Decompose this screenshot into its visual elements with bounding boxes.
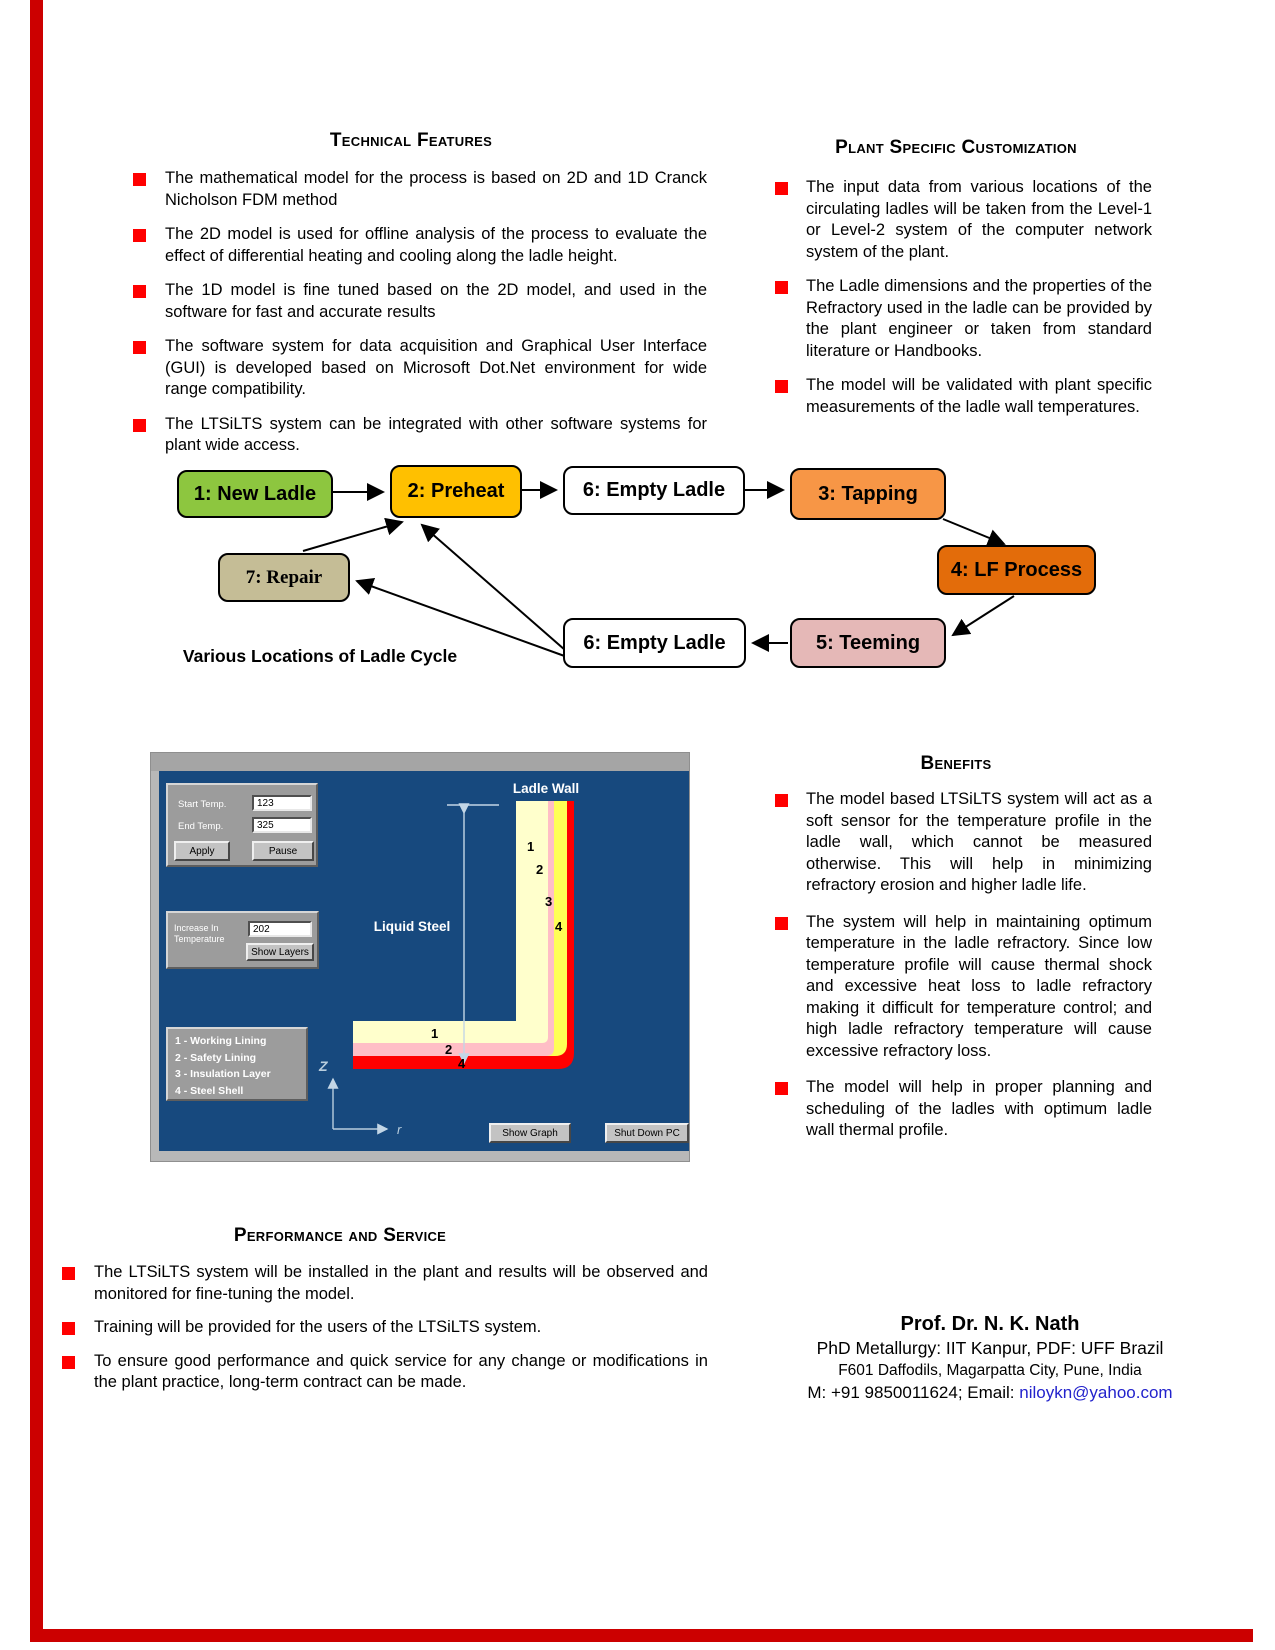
flow-node-preheat: 2: Preheat	[390, 465, 522, 518]
flow-node-tapping: 3: Tapping	[790, 468, 946, 520]
wall-layer-number-4: 4	[555, 919, 563, 934]
bullet-text: The LTSiLTS system will be installed in the plant and results will be observed and monitored for fine-tuning the model.	[94, 1263, 708, 1303]
end-temp-input[interactable]	[252, 817, 312, 833]
increase-temperature-panel	[166, 911, 319, 969]
legend-safety-lining: 2 - Safety Lining	[175, 1051, 257, 1064]
bullet-square-icon	[775, 380, 788, 393]
flow-node-empty-ladle-top: 6: Empty Ladle	[563, 466, 745, 515]
bullet-text: The 2D model is used for offline analysis of the process to evaluate the effect of differential heating and cooling along the ladle height.	[165, 225, 707, 265]
benefits-bullet	[760, 1077, 1152, 1142]
shut-down-pc-button[interactable]: Shut Down PC	[605, 1123, 689, 1143]
increase-temp-label: Increase In Temperature	[174, 923, 225, 944]
bullet-text: The 1D model is fine tuned based on the 2D model, and used in the software for fast and accurate results	[165, 281, 707, 321]
page-bottom-border	[30, 1629, 1253, 1642]
contact-qualification: PhD Metallurgy: IIT Kanpur, PDF: UFF Brazil	[816, 1338, 1164, 1358]
contact-phone-prefix: M: +91 9850011624; Email:	[807, 1383, 1020, 1402]
flowchart-caption: Various Locations of Ladle Cycle	[182, 646, 458, 666]
bullet-square-icon	[775, 794, 788, 807]
contact-name: Prof. Dr. N. K. Nath	[900, 1313, 1080, 1335]
flow-node-teeming: 5: Teeming	[790, 618, 946, 668]
start-temp-label: Start Temp.	[178, 799, 227, 810]
bullet-square-icon	[133, 285, 146, 298]
bullet-text: The software system for data acquisition and Graphical User Interface (GUI) is developed based on Microsoft Dot.Net environment for wide range compatibility.	[165, 337, 707, 398]
bullet-square-icon	[775, 1082, 788, 1095]
benefits-heading: Benefits	[920, 753, 992, 774]
performance-bullet	[60, 1262, 708, 1305]
section-performance-service	[60, 1225, 708, 1407]
bullet-square-icon	[775, 281, 788, 294]
plant-bullet	[760, 177, 1152, 263]
bullet-text: Training will be provided for the users of the LTSiLTS system.	[94, 1318, 542, 1336]
wall-layer-number-1: 1	[527, 839, 535, 854]
show-graph-button[interactable]: Show Graph	[489, 1123, 571, 1143]
r-axis-label: r	[397, 1122, 402, 1137]
performance-service-heading: Performance and Service	[233, 1225, 447, 1246]
performance-bullet	[60, 1317, 708, 1339]
wall-layer-number-3: 3	[545, 894, 553, 909]
bullet-square-icon	[133, 419, 146, 432]
bullet-text: The LTSiLTS system can be integrated with other software systems for plant wide access.	[165, 414, 707, 454]
technical-features-heading: Technical Features	[329, 130, 493, 151]
performance-bullet	[60, 1351, 708, 1394]
contact-block	[760, 1311, 1220, 1404]
floor-layer-number-1: 1	[431, 1026, 439, 1041]
bullet-square-icon	[62, 1356, 75, 1369]
bullet-square-icon	[133, 173, 146, 186]
contact-address: F601 Daffodils, Magarpatta City, Pune, India	[838, 1362, 1142, 1379]
bullet-square-icon	[775, 182, 788, 195]
layers-legend-panel	[166, 1027, 308, 1101]
ladle-wall-label: Ladle Wall	[512, 781, 580, 796]
bullet-square-icon	[133, 229, 146, 242]
bullet-square-icon	[775, 917, 788, 930]
section-technical-features	[115, 130, 707, 470]
bullet-text: The Ladle dimensions and the properties of the Refractory used in the ladle can be provided by the plant engineer or taken from standard literature or Handbooks.	[806, 277, 1152, 360]
plant-customization-heading: Plant Specific Customization	[835, 137, 1077, 158]
legend-working-lining: 1 - Working Lining	[175, 1035, 267, 1047]
plant-bullet	[760, 276, 1152, 362]
apply-button[interactable]: Apply	[174, 841, 230, 861]
wall-layer-number-2: 2	[536, 862, 544, 877]
legend-steel-shell: 4 - Steel Shell	[175, 1084, 244, 1097]
flow-node-lf-process: 4: LF Process	[937, 545, 1096, 595]
legend-insulation-layer: 3 - Insulation Layer	[175, 1068, 271, 1080]
bullet-square-icon	[133, 341, 146, 354]
z-axis-label: Z	[319, 1058, 328, 1074]
bullet-text: The input data from various locations of the circulating ladles will be taken from the Level-1 or Level-2 system of the computer network system of the plant.	[806, 178, 1152, 261]
technical-bullet	[115, 336, 707, 401]
bullet-square-icon	[62, 1267, 75, 1280]
zr-axes	[333, 1079, 387, 1129]
pause-button[interactable]: Pause	[252, 841, 314, 861]
page-left-border	[30, 0, 43, 1642]
liquid-steel-label: Liquid Steel	[373, 919, 451, 934]
floor-layer-number-2: 2	[445, 1042, 453, 1057]
benefits-bullet	[760, 789, 1152, 897]
technical-bullet	[115, 168, 707, 211]
technical-bullet	[115, 280, 707, 323]
flow-node-new-ladle: 1: New Ladle	[177, 470, 333, 518]
bullet-text: To ensure good performance and quick service for any change or modifications in the plant practice, long-term contract can be made.	[94, 1351, 708, 1391]
increase-temp-input[interactable]	[248, 921, 312, 937]
screenshot-titlebar	[151, 753, 689, 771]
flow-node-empty-ladle-bottom: 6: Empty Ladle	[563, 618, 746, 668]
bullet-text: The model will help in proper planning and scheduling of the ladles with optimum ladle wall thermal profile.	[806, 1078, 1152, 1139]
bullet-text: The mathematical model for the process is based on 2D and 1D Cranck Nicholson FDM method	[165, 169, 707, 209]
bullet-square-icon	[62, 1322, 75, 1335]
ltsilts-software-screenshot	[150, 752, 690, 1162]
section-plant-customization	[760, 137, 1152, 431]
bullet-text: The system will help in maintaining optimum temperature in the ladle refractory. Since low temperature profile will cause thermal shock and excessive heat loss to ladle refractory making it difficult for temperature control; and high ladle refractory temperature will cause excessive refractory loss.	[806, 912, 1152, 1060]
end-temp-label: End Temp.	[178, 821, 224, 832]
start-temp-input[interactable]	[252, 795, 312, 811]
temperature-panel	[166, 783, 318, 867]
floor-layer-number-4: 4	[458, 1056, 466, 1071]
contact-email-link[interactable]: niloykn@yahoo.com	[1019, 1383, 1173, 1402]
section-benefits	[760, 753, 1152, 1155]
flow-node-repair: 7: Repair	[218, 553, 350, 602]
bullet-text: The model will be validated with plant specific measurements of the ladle wall temperatures.	[806, 376, 1152, 416]
contact-phone-email	[760, 1381, 1220, 1404]
bullet-text: The model based LTSiLTS system will act as a soft sensor for the temperature profile in the ladle wall, which cannot be measured otherwise. This will help in minimizing refractory erosion and higher ladle life.	[806, 790, 1152, 894]
show-layers-button[interactable]: Show Layers	[246, 943, 314, 961]
technical-bullet	[115, 224, 707, 267]
plant-bullet	[760, 375, 1152, 418]
benefits-bullet	[760, 912, 1152, 1063]
